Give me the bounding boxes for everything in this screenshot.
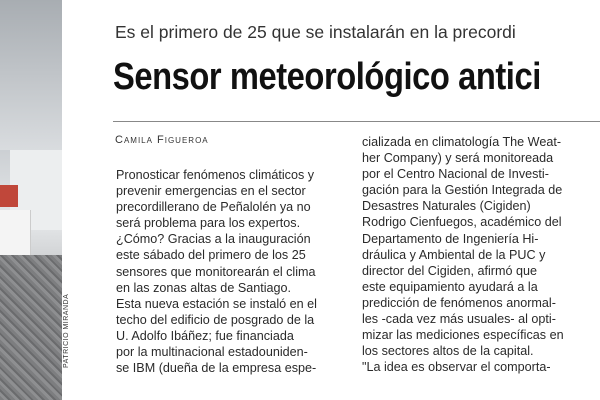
article-photo [0, 0, 62, 400]
text-line: este sábado del primero de los 25 [116, 248, 306, 263]
headline-divider [113, 121, 600, 122]
text-line: predicción de fenómenos anormal- [362, 295, 556, 310]
text-line: U. Adolfo Ibáñez; fue financiada [116, 328, 294, 343]
text-line: en las zonas altas de Santiago. [116, 280, 292, 295]
photo-credit: PATRICIO MIRANDA [63, 293, 70, 368]
text-line: precordillerano de Peñalolén ya no [116, 200, 311, 215]
text-line: este equipamiento ayudará a la [362, 279, 538, 294]
text-line: techo del edificio de posgrado de la [116, 312, 315, 327]
article-kicker: Es el primero de 25 que se instalarán en la precordi [115, 22, 516, 42]
body-column-1 [116, 167, 317, 376]
text-line: cializada en climatología The Weat- [362, 135, 562, 149]
text-line: sensores que monitorearán el clima [116, 264, 316, 279]
text-line: ¿Cómo? Gracias a la inauguración [116, 232, 311, 247]
text-line: Departamento de Ingeniería Hi- [362, 231, 539, 246]
text-line: será problema para los expertos. [116, 216, 301, 231]
text-line: dráulica y Ambiental de la PUC y [362, 247, 546, 262]
text-line: "La idea es observar el comporta- [362, 360, 551, 375]
text-line: her Company) y será monitoreada [362, 151, 554, 166]
text-line: Pronosticar fenómenos climáticos y [116, 168, 315, 182]
article-headline: Sensor meteorológico antici [113, 56, 541, 98]
text-line: Rodrigo Cienfuegos, académico del [362, 215, 562, 230]
article-byline: Camila Figueroa [115, 134, 209, 146]
text-line: director del Cigiden, afirmó que [362, 263, 538, 278]
text-line: los sectores altos de la capital. [362, 344, 534, 359]
text-line: gación para la Gestión Integrada de [362, 183, 563, 198]
text-line: les -cada vez más usuales- al opti- [362, 312, 556, 327]
body-column-2 [362, 134, 564, 375]
text-line: Esta nueva estación se instaló en el [116, 296, 317, 311]
text-line: se IBM (dueña de la empresa espe- [116, 361, 317, 376]
text-line: prevenir emergencias en el sector [116, 184, 306, 199]
text-line: por el Centro Nacional de Investi- [362, 167, 549, 182]
text-line: mizar las mediciones específicas en [362, 328, 564, 343]
text-line: por la multinacional estadouniden- [116, 345, 308, 360]
text-line: Desastres Naturales (Cigiden) [362, 199, 531, 214]
